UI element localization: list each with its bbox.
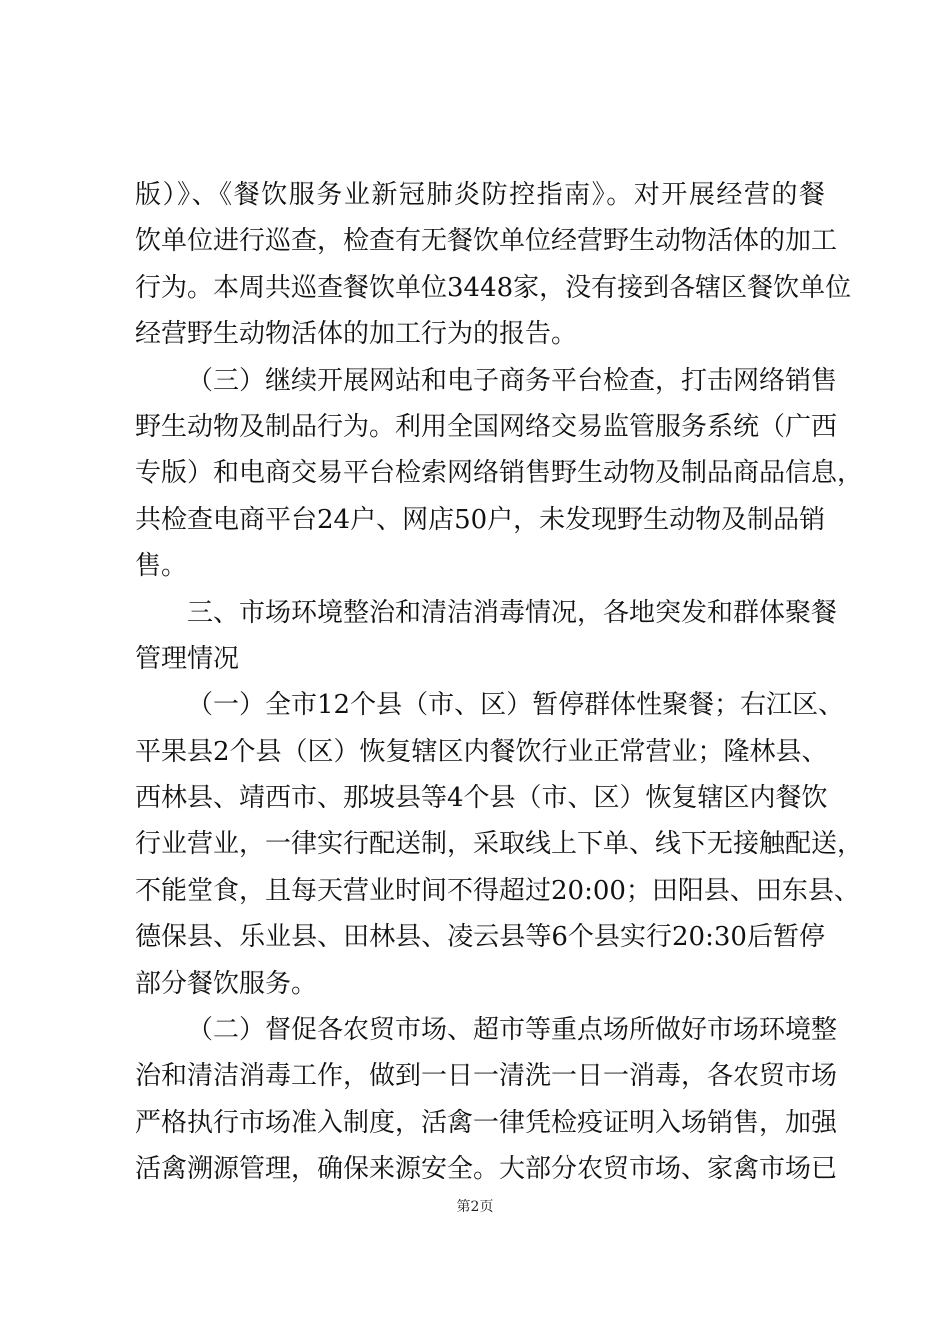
text-line: （三）继续开展网站和电子商务平台检查，打击网络销售 xyxy=(187,365,838,396)
text-line: （一）全市12个县（市、区）暂停群体性聚餐；右江区、 xyxy=(187,690,845,721)
text-line: 饮单位进行巡查，检查有无餐饮单位经营野生动物活体的加工 xyxy=(135,226,838,257)
text-line: 售。 xyxy=(135,551,188,582)
text-line: 共检查电商平台24户、网店50户，未发现野生动物及制品销 xyxy=(135,504,826,535)
text-line: 专版）和电商交易平台检索网络销售野生动物及制品商品信息， xyxy=(135,458,864,489)
page-number: 第2页 xyxy=(456,1199,494,1215)
text-line: 活禽溯源管理，确保来源安全。大部分农贸市场、家禽市场已 xyxy=(135,1154,838,1185)
text-line: 行业营业，一律实行配送制，采取线上下单、线下无接触配送， xyxy=(135,829,864,860)
text-line: 平果县2个县（区）恢复辖区内餐饮行业正常营业；隆林县、 xyxy=(135,736,828,767)
text-line: 行为。本周共巡查餐饮单位3448家，没有接到各辖区餐饮单位 xyxy=(135,272,852,303)
text-line: 版）》、《餐饮服务业新冠肺炎防控指南》。对开展经营的餐 xyxy=(135,180,825,210)
text-line: 野生动物及制品行为。利用全国网络交易监管服务系统（广西 xyxy=(135,411,838,442)
text-line: 治和清洁消毒工作，做到一日一清洗一日一消毒，各农贸市场 xyxy=(135,1061,838,1092)
text-line: 西林县、靖西市、那坡县等4个县（市、区）恢复辖区内餐饮 xyxy=(135,783,828,814)
text-line: 经营野生动物活体的加工行为的报告。 xyxy=(135,319,578,350)
text-line: 部分餐饮服务。 xyxy=(135,968,318,999)
text-line: 管理情况 xyxy=(135,643,240,674)
text-line: 不能堂食，且每天营业时间不得超过20:00；田阳县、田东县、 xyxy=(135,875,860,906)
text-line: （二）督促各农贸市场、超市等重点场所做好市场环境整 xyxy=(187,1015,838,1046)
text-line: 三、市场环境整治和清洁消毒情况，各地突发和群体聚餐 xyxy=(187,597,838,628)
document-body xyxy=(135,172,864,1193)
text-line: 德保县、乐业县、田林县、凌云县等6个县实行20:30后暂停 xyxy=(135,922,825,953)
text-line: 严格执行市场准入制度，活禽一律凭检疫证明入场销售，加强 xyxy=(135,1107,838,1138)
